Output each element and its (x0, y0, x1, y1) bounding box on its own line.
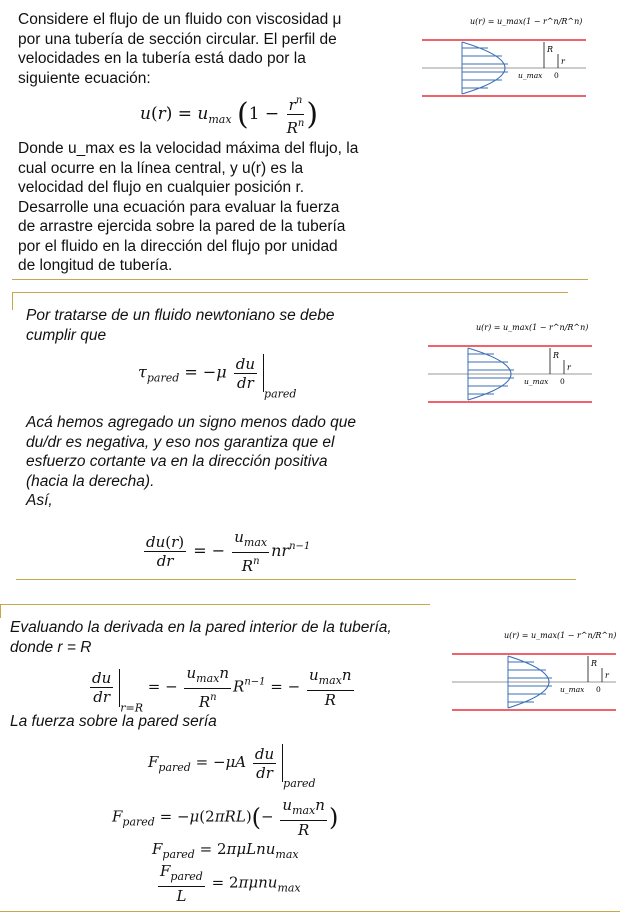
text-line: siguiente ecuación: (18, 69, 151, 87)
text-line: Acá hemos agregado un signo menos dado que (26, 414, 357, 431)
force-definition-equation: $F_{pared} = -\mu A$ $\frac{du}{dr}$ $_{pared}$ (148, 744, 316, 790)
text-line: velocidades en la tubería está dado por la (18, 50, 306, 67)
divider (0, 604, 430, 605)
wall-derivative-equation: $\frac{du}{dr}$ $_{r=R}$ = − $\frac{u_{max}n}{R^n}$ $R^{n-1}$ = − $\frac{u_{max}n}{R}$ (92, 664, 352, 715)
text-line: velocidad del flujo en cualquier posición r. (18, 179, 305, 196)
text-line: Considere el flujo de un fluido con viscosidad μ (18, 11, 342, 28)
force-substitution-equation: $F_{pared} = -\mu(2\pi RL)(-$ $\frac{u_{max}n}{R}$ ) (112, 796, 339, 839)
problem-intro (18, 10, 408, 88)
text-line: Donde u_max es la velocidad máxima del flujo, la (18, 140, 359, 157)
derivation-panel-1 (12, 292, 589, 582)
umax-label: u_max (518, 71, 543, 80)
text-line: donde r = R (10, 638, 92, 656)
problem-statement (18, 139, 413, 276)
problem-panel (12, 0, 583, 280)
text-line: (hacia la derecha). (26, 472, 155, 490)
diagram-formula: u(r) = u_max(1 − r^n/R^n) (504, 631, 617, 640)
text-line: por el fluido en la dirección del flujo por unidad (18, 237, 338, 255)
text-line: Por tratarse de un fluido newtoniano se debe (26, 307, 335, 324)
force-label: La fuerza sobre la pared sería (10, 713, 217, 730)
diagram-formula: u(r) = u_max(1 − r^n/R^n) (470, 17, 583, 26)
origin-label: 0 (560, 377, 565, 386)
text-line: cual ocurre en la línea central, y u(r) es la (18, 159, 304, 177)
pipe-flow-diagram (450, 626, 618, 718)
shear-stress-equation: $\tau_{pared} = -\mu$ $\frac{du}{dr}$ $_{pared}$ (138, 354, 297, 401)
text-line: por una tubería de sección circular. El perfil de (18, 30, 337, 48)
umax-label: u_max (560, 685, 585, 694)
divider (16, 579, 576, 580)
force-per-length-equation: $\frac{F_{pared}}{L}$ = 2πμnu$_{max}$ (160, 862, 301, 905)
text-line: Desarrolle una ecuación para evaluar la fuerza (18, 198, 340, 216)
r-label: r (561, 57, 565, 66)
R-label: R (553, 351, 560, 360)
newtonian-intro (26, 306, 421, 345)
text-line: cumplir que (26, 326, 107, 344)
R-label: R (591, 659, 598, 668)
sign-explanation (26, 413, 426, 511)
umax-label: u_max (524, 377, 549, 386)
divider (12, 292, 568, 293)
panel-bracket (12, 292, 13, 310)
force-result-equation: $F_{pared} = 2\pi\mu Lnu_{max}$ (152, 840, 299, 861)
r-label: r (605, 671, 609, 680)
text-line: esfuerzo cortante va en la dirección positiva (26, 453, 328, 470)
R-label: R (547, 45, 554, 54)
velocity-profile-equation: $u(r) = u_{max}$ (1 − $\frac{r^n}{R^n}$ ) (140, 92, 318, 137)
text-line: de arrastre ejercida sobre la pared de la tubería (18, 218, 346, 235)
pipe-flow-diagram (426, 318, 594, 410)
derivation-panel-2 (0, 604, 620, 914)
text-line: Evaluando la derivada en la pared interior de la tubería, (10, 619, 392, 636)
divider (12, 279, 588, 280)
diagram-formula: u(r) = u_max(1 − r^n/R^n) (476, 323, 589, 332)
pipe-flow-diagram (420, 12, 588, 104)
derivative-equation: $\frac{du(r)}{dr}$ = − $\frac{u_{max}}{R^n}$ $nr^{n-1}$ (146, 528, 311, 575)
text-line: Así, (26, 492, 53, 509)
panel-bracket (0, 604, 1, 618)
divider (0, 911, 620, 912)
origin-label: 0 (554, 71, 559, 80)
text-line: du/dr es negativa, y eso nos garantiza que el (26, 433, 335, 451)
origin-label: 0 (596, 685, 601, 694)
evaluation-intro (10, 618, 450, 657)
r-label: r (567, 363, 571, 372)
text-line: de longitud de tubería. (18, 257, 173, 274)
